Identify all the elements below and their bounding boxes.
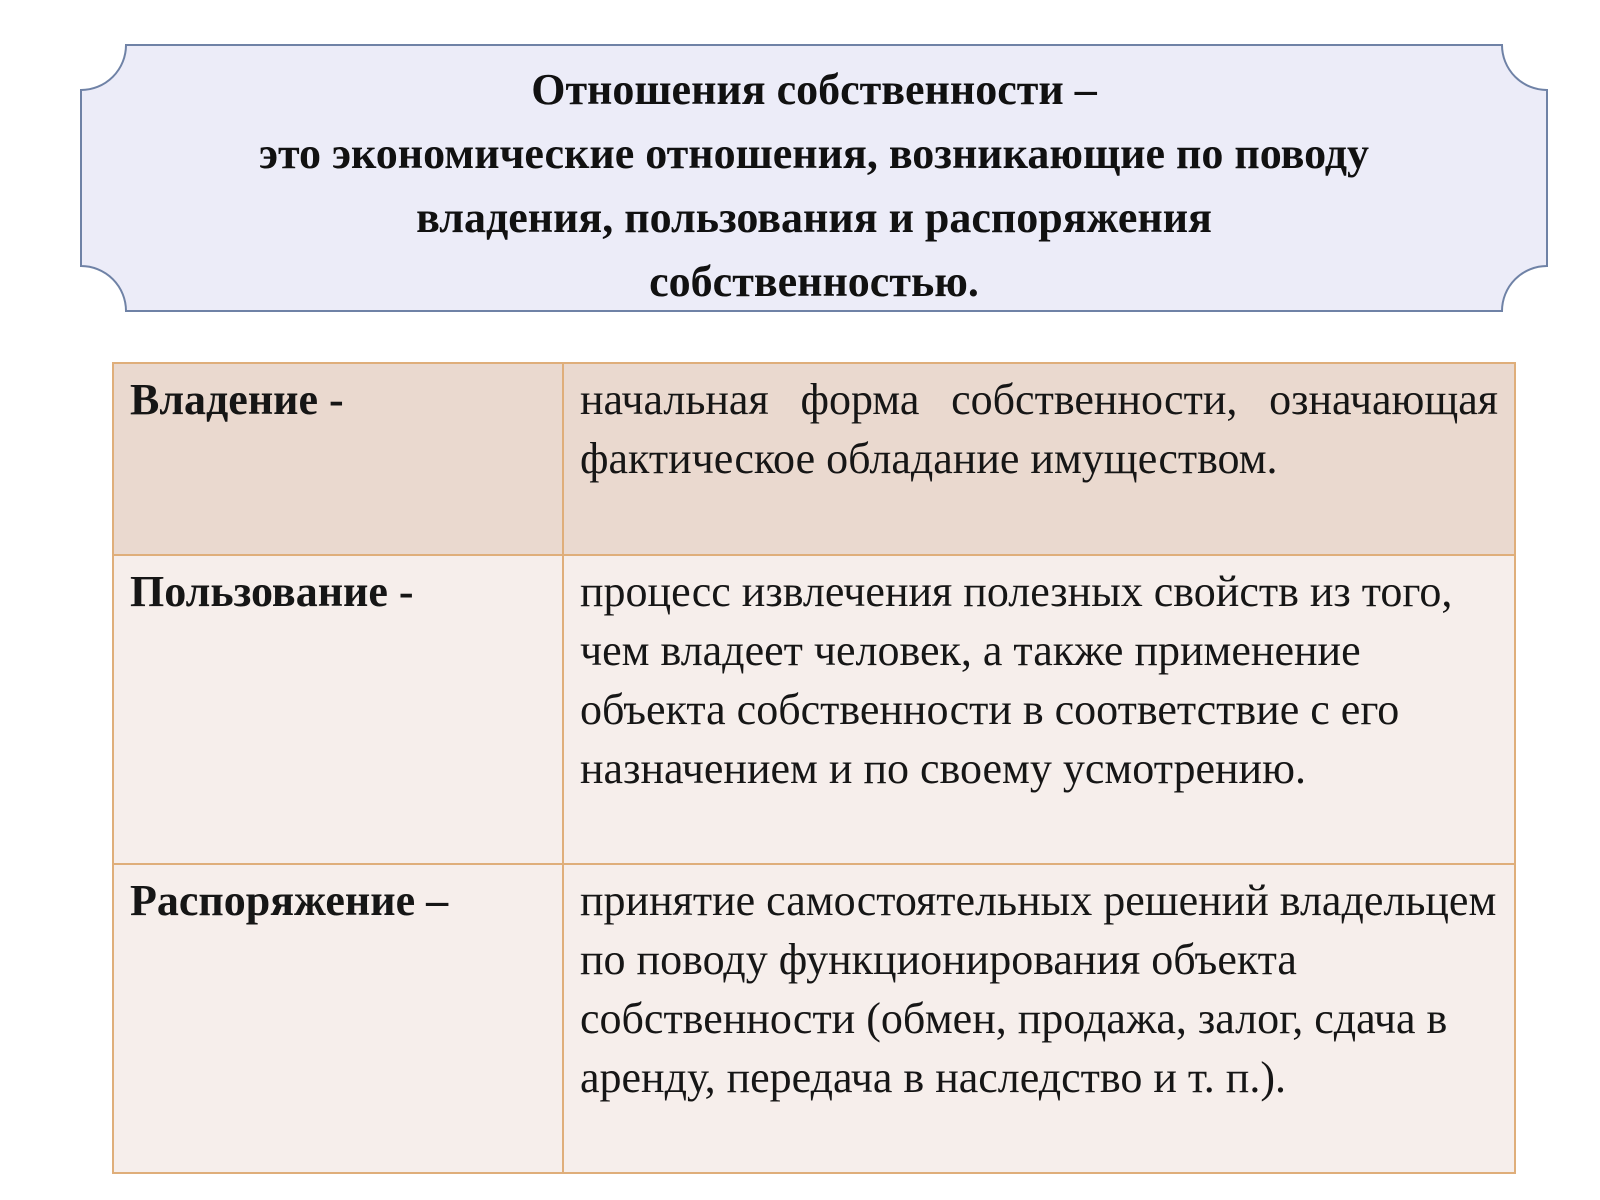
title-line-4: собственностью. [649,257,979,306]
definitions-table [112,362,1516,1174]
title-line-2: это экономические отношения, возникающие по поводу [258,129,1370,178]
table-row [113,555,1515,864]
definition-cell: начальная форма собственности, означающая фактическое обладание имуществом. [563,363,1515,555]
definition-cell: принятие самостоятельных решений владельцем по поводу функционирования объекта собственности (обмен, продажа, залог, сдача в аренду, передача в наследство и т. п.). [563,864,1515,1173]
term-cell: Пользование - [113,555,563,864]
term-cell: Владение - [113,363,563,555]
title-banner [80,44,1548,312]
term-cell: Распоряжение – [113,864,563,1173]
table-row [113,864,1515,1173]
page-title [120,58,1508,314]
table-row [113,363,1515,555]
definition-cell: процесс извлечения полезных свойств из того, чем владеет человек, а также применение объекта собственности в соответствие с его назначением и по своему усмотрению. [563,555,1515,864]
title-line-3: владения, пользования и распоряжения [416,193,1212,242]
title-line-1: Отношения собственности – [531,65,1097,114]
